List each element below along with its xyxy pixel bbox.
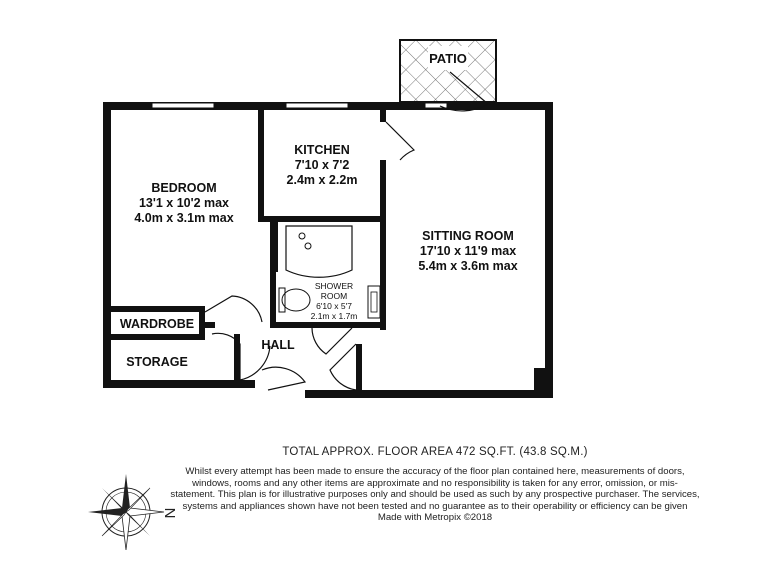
- shower-room-label: [311, 281, 358, 321]
- shower-room-metric: 2.1m x 1.7m: [310, 311, 358, 321]
- bedroom-name: BEDROOM: [151, 181, 217, 195]
- patio: [400, 40, 496, 102]
- storage-label: STORAGE: [126, 355, 188, 369]
- shower-room-name-line2: ROOM: [320, 291, 348, 301]
- kitchen-name: KITCHEN: [294, 143, 350, 157]
- sitting-room-label: [418, 229, 517, 273]
- sitting-room-metric: 5.4m x 3.6m max: [418, 259, 518, 273]
- sitting-room-name: SITTING ROOM: [422, 229, 514, 243]
- bedroom-label: [134, 181, 233, 225]
- toilet: [279, 288, 310, 312]
- total-floor-area: TOTAL APPROX. FLOOR AREA 472 SQ.FT. (43.8 SQ.M.): [282, 446, 588, 458]
- disclaimer-text: Whilst every attempt has been made to ensure the accuracy of the floor plan contained here, measurements of doors, windows, rooms and any other items are approximate and no responsibility is taken for any error, omission, or mis-statement. This plan is for illustrative purposes only and should be used as such by any prospective purchaser. The services, systems and appliances shown have not been tested and no guarantee as to their operability or efficiency can be given: [170, 466, 700, 512]
- hall-label: HALL: [261, 338, 295, 352]
- kitchen-metric: 2.4m x 2.2m: [286, 173, 358, 187]
- bedroom-metric: 4.0m x 3.1m max: [134, 211, 234, 225]
- bedroom-imperial: 13'1 x 10'2 max: [138, 196, 230, 210]
- credit-text: Made with Metropix ©2018: [377, 512, 493, 524]
- shower-room-name-line1: SHOWER: [314, 281, 354, 291]
- compass-rose-icon: [86, 472, 182, 556]
- shower-room-imperial: 6'10 x 5'7: [316, 301, 352, 311]
- basin: [368, 286, 380, 318]
- kitchen-imperial: 7'10 x 7'2: [294, 158, 350, 172]
- sitting-room-imperial: 17'10 x 11'9 max: [419, 244, 517, 258]
- patio-label: PATIO: [429, 51, 467, 66]
- wardrobe-label: WARDROBE: [119, 317, 195, 331]
- kitchen-label: [287, 143, 358, 187]
- north-letter: N: [161, 507, 178, 519]
- footer: [170, 446, 700, 524]
- shower-tray: [286, 226, 352, 277]
